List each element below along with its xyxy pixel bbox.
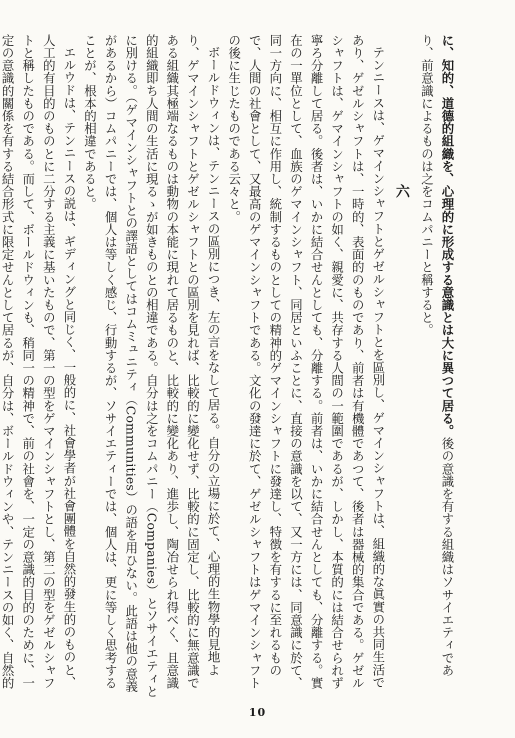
opening-bold-text: に、知的、道德的組織を、心理的に形成する意識とは大に異つて居る。 <box>440 34 455 438</box>
opening-paragraph <box>416 34 457 698</box>
paragraph-ellwood: エルウドは、テンニースの説は、ギディングと同じく、一般的に、社會學者が社會團體を自然的發生的のものと、人工的有目的のものとに二分する主義に基いたもので、第一の型をゲマインシャフトとし、第二の型をゲゼルシャフトと稱したものである。而して、ボールドウィンも、稍同一の精神で、前の社會を、一定の意識的目的のために、一定の意識的關係を有する結合形式に限定せんとして居るが、自分は、ボールドウィンや、テンニースの如く、自然的 <box>0 34 77 690</box>
paragraph-baldwin: ボールドウィンは、テンニースの區別につき、左の言をなして居る。自分の立場に於て、心理的生物學的見地より、ゲマインシャフトとゲゼルシャフトとの區別を見れば、比較的に變化せず、比較的に固定し、比較的に無意識である組織其極端なるものは動物の本能に現れて居るものと、比較的に變化あり、進歩し、陶冶せられ得べく、且意識的組織即ち人間の生活に現るゝが如きものとの相違である。自分は之をコムパニー（Companies）とソサイエティとに別ける。（ゲマインシャフトとの譯語としてはコムミュニティ（Communities）の語を用ひない。此語は他の意義があるから）コムパニーでは、個人は等しく感じ、行動するが、ソサイエティーでは、個人は、更に等しく思考することが、根本的相違であると。 <box>82 34 222 698</box>
vertical-text-block <box>0 34 457 698</box>
opening-text: 後の意識を有する組織はソサイエティであり、前意識によるものは之をコムパニーと稱すると。 <box>419 34 455 677</box>
page-number: 10 <box>248 706 267 719</box>
section-heading: 六 <box>393 184 410 204</box>
paragraph-tonnies: テンニースは、ゲマインシャフトとゲゼルシャフトとを區別し、ゲマインシャフトは、組織的な眞實の共同生活であり、ゲゼルシャフトは、一時的、表面的のものであり、前者は有機體であつて、後者は器械的集合である。ゲゼルシャフトは、ゲマインシャフトの如く、親愛に、共存する人間の一範圍であるが、しかし、本質的には結合せられず寧ろ分離して居る。後者は、いかに結合せんとしても、分離する。前者は、いかに結合せんとしても、分離する。實在の一單位として、血族のゲマインシャフト、同居といふことに、直接の意識を以て、又一方には、同意識に於て、同一方向に、相互に作用し、統制するものとしての精神的ゲマインシャフトに發達し、特徴を有するに至れるもので、人間の社會として、又最高のゲマインシャフトである。文化の發達に於て、ゲゼルシャフトはゲマインシャフトの後に生じたものである云々と。 <box>226 34 386 690</box>
